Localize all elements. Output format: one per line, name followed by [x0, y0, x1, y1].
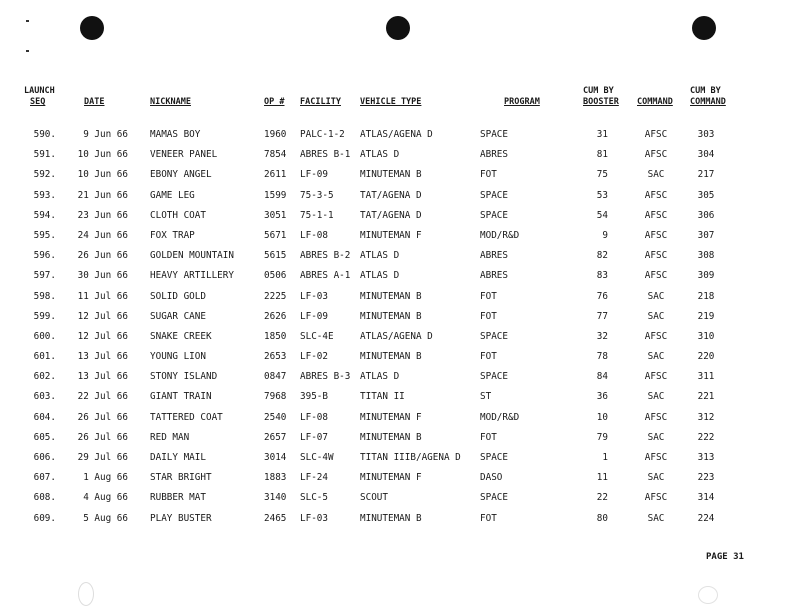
program-cell: ST — [480, 391, 492, 403]
facility-cell: LF-02 — [300, 351, 328, 363]
op-number-cell: 3014 — [264, 452, 287, 463]
vehicle-type-cell: ATLAS/AGENA D — [360, 129, 433, 140]
launch-seq-cell: 608. — [33, 492, 56, 504]
facility-cell: 395-B — [300, 391, 328, 403]
command-cell: SAC — [647, 472, 665, 484]
cum-by-booster-cell: 83 — [596, 270, 608, 282]
scan-speck — [26, 20, 29, 22]
command-cell: AFSC — [644, 330, 668, 342]
program-cell: ABRES — [480, 270, 508, 282]
program-cell: SPACE — [480, 330, 508, 342]
program-cell: SPACE — [480, 371, 508, 383]
facility-cell: LF-24 — [300, 472, 328, 484]
launch-seq-cell: 603. — [33, 391, 56, 403]
header-date: DATE — [84, 97, 105, 107]
vehicle-type-cell: MINUTEMAN B — [360, 310, 422, 322]
op-number-cell: 1960 — [264, 129, 287, 140]
header-nickname: NICKNAME — [150, 97, 191, 107]
program-cell: MOD/R&D — [480, 229, 520, 241]
header-op: OP # — [264, 97, 285, 107]
table-row — [0, 329, 793, 349]
table-row — [0, 511, 793, 531]
table-row — [0, 248, 793, 268]
table-row — [0, 410, 793, 430]
cum-by-command-cell: 308 — [697, 250, 715, 262]
cum-by-booster-cell: 81 — [596, 149, 608, 161]
cum-by-command-cell: 222 — [697, 431, 715, 443]
launch-seq-cell: 605. — [33, 431, 56, 443]
launch-seq-cell: 597. — [33, 270, 56, 282]
program-cell: FOT — [480, 290, 497, 302]
facility-cell: ABRES B-3 — [300, 371, 351, 383]
vehicle-type-cell: MINUTEMAN B — [360, 512, 422, 524]
launch-date-cell: 12 Jul 66 — [77, 310, 128, 322]
nickname-cell: PLAY BUSTER — [150, 512, 212, 524]
nickname-cell: SNAKE CREEK — [150, 330, 212, 342]
launch-date-cell: 9 Jun 66 — [83, 129, 128, 140]
nickname-cell: HEAVY ARTILLERY — [150, 270, 234, 282]
nickname-cell: STAR BRIGHT — [150, 472, 212, 484]
cum-by-command-cell: 304 — [697, 149, 715, 161]
page-number: PAGE 31 — [706, 552, 744, 562]
cum-by-booster-cell: 79 — [596, 431, 608, 443]
command-cell: SAC — [647, 391, 665, 403]
table-row — [0, 167, 793, 187]
command-cell: AFSC — [644, 452, 668, 463]
facility-cell: LF-03 — [300, 290, 328, 302]
cum-by-command-cell: 310 — [697, 330, 715, 342]
nickname-cell: CLOTH COAT — [150, 209, 206, 221]
launch-date-cell: 13 Jul 66 — [77, 351, 128, 363]
op-number-cell: 3051 — [264, 209, 287, 221]
command-cell: SAC — [647, 169, 665, 181]
table-row — [0, 369, 793, 389]
launch-date-cell: 11 Jul 66 — [77, 290, 128, 302]
cum-by-command-cell: 314 — [697, 492, 715, 504]
facility-cell: LF-03 — [300, 512, 328, 524]
nickname-cell: YOUNG LION — [150, 351, 206, 363]
vehicle-type-cell: TITAN II — [360, 391, 405, 403]
nickname-cell: VENEER PANEL — [150, 149, 218, 161]
cum-by-booster-cell: 77 — [596, 310, 608, 322]
program-cell: ABRES — [480, 250, 508, 262]
launch-date-cell: 26 Jun 66 — [77, 250, 128, 262]
launch-seq-cell: 592. — [33, 169, 56, 181]
scan-speck — [26, 50, 29, 52]
table-row — [0, 127, 793, 147]
program-cell: FOT — [480, 431, 497, 443]
table-row — [0, 268, 793, 288]
command-cell: SAC — [647, 290, 665, 302]
launch-seq-cell: 604. — [33, 411, 56, 423]
nickname-cell: EBONY ANGEL — [150, 169, 212, 181]
launch-seq-cell: 606. — [33, 452, 56, 463]
launch-date-cell: 23 Jun 66 — [77, 209, 128, 221]
command-cell: AFSC — [644, 250, 668, 262]
launch-seq-cell: 609. — [33, 512, 56, 524]
op-number-cell: 2225 — [264, 290, 287, 302]
launch-date-cell: 4 Aug 66 — [83, 492, 128, 504]
table-row — [0, 349, 793, 369]
cum-by-booster-cell: 80 — [596, 512, 608, 524]
nickname-cell: SOLID GOLD — [150, 290, 206, 302]
facility-cell: LF-09 — [300, 169, 328, 181]
vehicle-type-cell: ATLAS/AGENA D — [360, 330, 433, 342]
launch-date-cell: 5 Aug 66 — [83, 512, 128, 524]
cum-by-command-cell: 303 — [697, 129, 715, 140]
launch-seq-cell: 599. — [33, 310, 56, 322]
launch-table-body — [0, 127, 793, 531]
vehicle-type-cell: TITAN IIIB/AGENA D — [360, 452, 461, 463]
launch-date-cell: 10 Jun 66 — [77, 169, 128, 181]
op-number-cell: 2611 — [264, 169, 287, 181]
launch-seq-cell: 598. — [33, 290, 56, 302]
launch-seq-cell: 591. — [33, 149, 56, 161]
nickname-cell: TATTERED COAT — [150, 411, 223, 423]
header-command: COMMAND — [637, 97, 673, 107]
op-number-cell: 1599 — [264, 189, 287, 201]
cum-by-booster-cell: 9 — [602, 229, 608, 241]
command-cell: AFSC — [644, 371, 668, 383]
table-row — [0, 490, 793, 510]
launch-date-cell: 22 Jul 66 — [77, 391, 128, 403]
nickname-cell: SUGAR CANE — [150, 310, 206, 322]
launch-seq-cell: 590. — [33, 129, 56, 140]
cum-by-command-cell: 217 — [697, 169, 715, 181]
vehicle-type-cell: ATLAS D — [360, 250, 400, 262]
header-launch-label: LAUNCH — [24, 86, 55, 96]
vehicle-type-cell: TAT/AGENA D — [360, 189, 422, 201]
table-row — [0, 389, 793, 409]
nickname-cell: GIANT TRAIN — [150, 391, 212, 403]
table-row — [0, 450, 793, 470]
cum-by-booster-cell: 32 — [596, 330, 608, 342]
table-row — [0, 188, 793, 208]
header-seq: SEQ — [30, 97, 46, 107]
cum-by-command-cell: 309 — [697, 270, 715, 282]
vehicle-type-cell: MINUTEMAN B — [360, 351, 422, 363]
facility-cell: PALC-1-2 — [300, 129, 345, 140]
op-number-cell: 0847 — [264, 371, 287, 383]
program-cell: FOT — [480, 512, 497, 524]
op-number-cell: 2626 — [264, 310, 287, 322]
command-cell: AFSC — [644, 492, 668, 504]
program-cell: ABRES — [480, 149, 508, 161]
launch-seq-cell: 602. — [33, 371, 56, 383]
nickname-cell: FOX TRAP — [150, 229, 195, 241]
launch-date-cell: 26 Jul 66 — [77, 411, 128, 423]
facility-cell: ABRES B-2 — [300, 250, 351, 262]
program-cell: FOT — [480, 310, 497, 322]
nickname-cell: DAILY MAIL — [150, 452, 206, 463]
cum-by-command-cell: 223 — [697, 472, 715, 484]
command-cell: AFSC — [644, 129, 668, 140]
launch-date-cell: 26 Jul 66 — [77, 431, 128, 443]
cum-by-command-cell: 312 — [697, 411, 715, 423]
vehicle-type-cell: ATLAS D — [360, 371, 400, 383]
table-row — [0, 470, 793, 490]
command-cell: SAC — [647, 351, 665, 363]
launch-seq-cell: 594. — [33, 209, 56, 221]
op-number-cell: 1883 — [264, 472, 287, 484]
vehicle-type-cell: MINUTEMAN F — [360, 411, 422, 423]
cum-by-booster-cell: 75 — [596, 169, 608, 181]
command-cell: AFSC — [644, 149, 668, 161]
header-facility: FACILITY — [300, 97, 341, 107]
cum-by-booster-cell: 76 — [596, 290, 608, 302]
op-number-cell: 5671 — [264, 229, 287, 241]
command-cell: AFSC — [644, 270, 668, 282]
facility-cell: 75-1-1 — [300, 209, 334, 221]
cum-by-command-cell: 224 — [697, 512, 715, 524]
header-program: PROGRAM — [504, 97, 540, 107]
op-number-cell: 2465 — [264, 512, 287, 524]
launch-date-cell: 24 Jun 66 — [77, 229, 128, 241]
launch-date-cell: 13 Jul 66 — [77, 371, 128, 383]
table-row — [0, 228, 793, 248]
program-cell: DASO — [480, 472, 503, 484]
scan-smudge — [698, 586, 718, 604]
launch-date-cell: 30 Jun 66 — [77, 270, 128, 282]
header-cum-command-line1: CUM BY — [690, 86, 721, 96]
cum-by-booster-cell: 84 — [596, 371, 608, 383]
vehicle-type-cell: MINUTEMAN B — [360, 290, 422, 302]
table-header — [0, 86, 793, 116]
program-cell: SPACE — [480, 452, 508, 463]
facility-cell: ABRES B-1 — [300, 149, 351, 161]
cum-by-command-cell: 311 — [697, 371, 715, 383]
table-row — [0, 208, 793, 228]
command-cell: AFSC — [644, 411, 668, 423]
table-row — [0, 430, 793, 450]
op-number-cell: 2540 — [264, 411, 287, 423]
cum-by-booster-cell: 54 — [596, 209, 608, 221]
header-cum-booster-line2: BOOSTER — [583, 97, 619, 107]
table-row — [0, 289, 793, 309]
facility-cell: SLC-5 — [300, 492, 328, 504]
program-cell: SPACE — [480, 492, 508, 504]
cum-by-command-cell: 220 — [697, 351, 715, 363]
op-number-cell: 2657 — [264, 431, 287, 443]
command-cell: SAC — [647, 512, 665, 524]
cum-by-booster-cell: 78 — [596, 351, 608, 363]
op-number-cell: 3140 — [264, 492, 287, 504]
command-cell: AFSC — [644, 189, 668, 201]
cum-by-booster-cell: 22 — [596, 492, 608, 504]
facility-cell: LF-07 — [300, 431, 328, 443]
op-number-cell: 0506 — [264, 270, 287, 282]
cum-by-booster-cell: 1 — [602, 452, 608, 463]
header-cum-booster-line1: CUM BY — [583, 86, 614, 96]
nickname-cell: GOLDEN MOUNTAIN — [150, 250, 234, 262]
vehicle-type-cell: ATLAS D — [360, 270, 400, 282]
launch-seq-cell: 593. — [33, 189, 56, 201]
facility-cell: LF-08 — [300, 229, 328, 241]
vehicle-type-cell: SCOUT — [360, 492, 388, 504]
cum-by-command-cell: 305 — [697, 189, 715, 201]
cum-by-booster-cell: 36 — [596, 391, 608, 403]
nickname-cell: MAMAS BOY — [150, 129, 201, 140]
launch-date-cell: 29 Jul 66 — [77, 452, 128, 463]
cum-by-booster-cell: 10 — [596, 411, 608, 423]
cum-by-command-cell: 313 — [697, 452, 715, 463]
table-row — [0, 147, 793, 167]
cum-by-command-cell: 218 — [697, 290, 715, 302]
op-number-cell: 1850 — [264, 330, 287, 342]
program-cell: FOT — [480, 169, 497, 181]
table-row — [0, 309, 793, 329]
scan-smudge — [78, 582, 94, 606]
vehicle-type-cell: MINUTEMAN B — [360, 169, 422, 181]
facility-cell: SLC-4E — [300, 330, 334, 342]
program-cell: SPACE — [480, 189, 508, 201]
nickname-cell: RUBBER MAT — [150, 492, 206, 504]
cum-by-booster-cell: 31 — [596, 129, 608, 140]
binder-hole-right — [692, 16, 716, 40]
vehicle-type-cell: MINUTEMAN F — [360, 229, 422, 241]
facility-cell: LF-09 — [300, 310, 328, 322]
header-vehicle-type: VEHICLE TYPE — [360, 97, 422, 107]
program-cell: SPACE — [480, 209, 508, 221]
op-number-cell: 2653 — [264, 351, 287, 363]
header-cum-command-line2: COMMAND — [690, 97, 726, 107]
program-cell: FOT — [480, 351, 497, 363]
launch-seq-cell: 595. — [33, 229, 56, 241]
binder-hole-center — [386, 16, 410, 40]
facility-cell: ABRES A-1 — [300, 270, 351, 282]
op-number-cell: 7854 — [264, 149, 287, 161]
op-number-cell: 5615 — [264, 250, 287, 262]
cum-by-command-cell: 306 — [697, 209, 715, 221]
cum-by-booster-cell: 11 — [596, 472, 608, 484]
vehicle-type-cell: MINUTEMAN F — [360, 472, 422, 484]
launch-date-cell: 12 Jul 66 — [77, 330, 128, 342]
program-cell: MOD/R&D — [480, 411, 520, 423]
launch-date-cell: 21 Jun 66 — [77, 189, 128, 201]
facility-cell: LF-08 — [300, 411, 328, 423]
cum-by-booster-cell: 82 — [596, 250, 608, 262]
command-cell: AFSC — [644, 209, 668, 221]
launch-seq-cell: 601. — [33, 351, 56, 363]
nickname-cell: GAME LEG — [150, 189, 195, 201]
facility-cell: 75-3-5 — [300, 189, 334, 201]
op-number-cell: 7968 — [264, 391, 287, 403]
command-cell: SAC — [647, 431, 665, 443]
nickname-cell: RED MAN — [150, 431, 190, 443]
program-cell: SPACE — [480, 129, 508, 140]
cum-by-command-cell: 221 — [697, 391, 715, 403]
launch-seq-cell: 596. — [33, 250, 56, 262]
vehicle-type-cell: TAT/AGENA D — [360, 209, 422, 221]
vehicle-type-cell: ATLAS D — [360, 149, 400, 161]
facility-cell: SLC-4W — [300, 452, 334, 463]
launch-seq-cell: 600. — [33, 330, 56, 342]
cum-by-command-cell: 307 — [697, 229, 715, 241]
binder-hole-left — [80, 16, 104, 40]
command-cell: SAC — [647, 310, 665, 322]
nickname-cell: STONY ISLAND — [150, 371, 218, 383]
header-launch-seq — [24, 86, 55, 97]
command-cell: AFSC — [644, 229, 668, 241]
cum-by-booster-cell: 53 — [596, 189, 608, 201]
launch-date-cell: 10 Jun 66 — [77, 149, 128, 161]
launch-date-cell: 1 Aug 66 — [83, 472, 128, 484]
cum-by-command-cell: 219 — [697, 310, 715, 322]
vehicle-type-cell: MINUTEMAN B — [360, 431, 422, 443]
launch-seq-cell: 607. — [33, 472, 56, 484]
